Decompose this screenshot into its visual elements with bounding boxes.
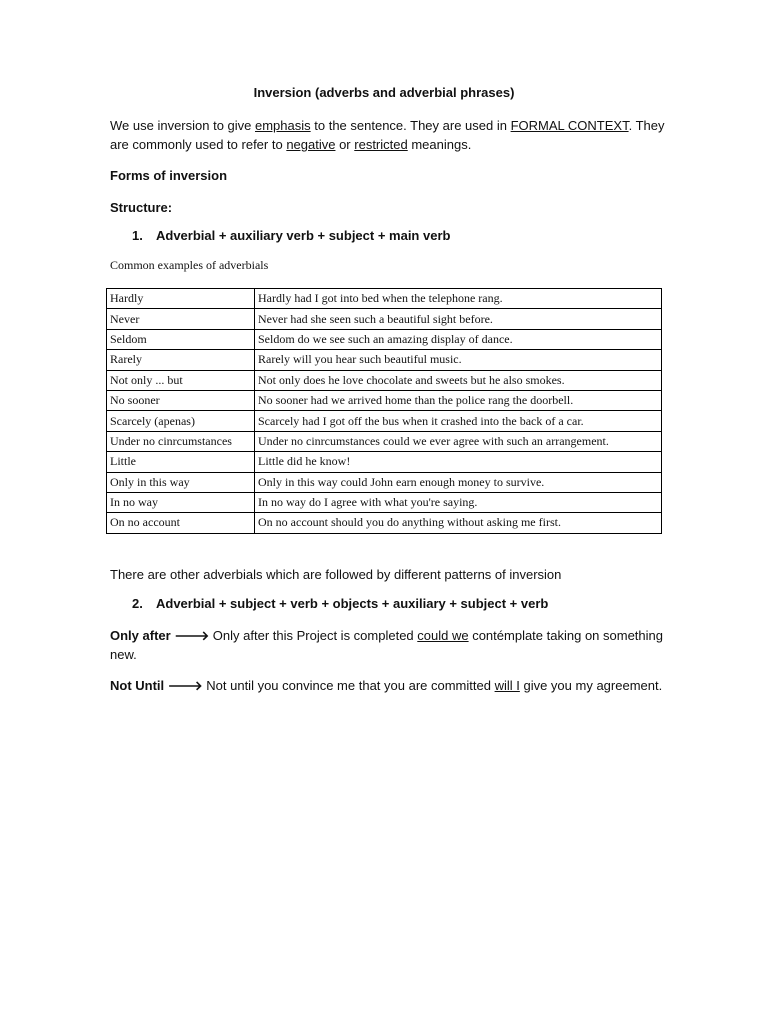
adverbial-cell: Under no cinrcumstances [107, 431, 255, 451]
intro-text-5: meanings. [407, 137, 472, 152]
intro-text-1: We use inversion to give [110, 118, 255, 133]
emphasis-term: emphasis [255, 118, 311, 133]
adverbial-cell: Only in this way [107, 472, 255, 492]
not-until-text-2: give you my agreement. [519, 678, 663, 693]
example-cell: In no way do I agree with what you're saying. [255, 492, 662, 512]
structure-1-text: Adverbial + auxiliary verb + subject + main verb [156, 228, 451, 243]
example-cell: On no account should you do anything without asking me first. [255, 513, 662, 533]
structure-2 [132, 596, 548, 611]
table-row [107, 289, 662, 309]
table-row [107, 309, 662, 329]
structure-heading: Structure: [110, 200, 173, 215]
table-row [107, 411, 662, 431]
example-cell: Seldom do we see such an amazing display of dance. [255, 329, 662, 349]
example-cell: No sooner had we arrived home than the police rang the doorbell. [255, 390, 662, 410]
not-until-underlined: will I [494, 678, 520, 693]
structure-1 [132, 228, 450, 243]
negative-term: negative [286, 137, 336, 152]
adverbial-cell: In no way [107, 492, 255, 512]
table-row [107, 370, 662, 390]
adverbial-cell: Rarely [107, 350, 255, 370]
adverbial-cell: Scarcely (apenas) [107, 411, 255, 431]
structure-1-number: 1. [132, 228, 143, 243]
only-after-text-1: Only after this Project is completed [209, 628, 418, 643]
table-caption: Common examples of adverbials [110, 258, 269, 272]
adverbial-cell: On no account [107, 513, 255, 533]
example-cell: Not only does he love chocolate and sweets but he also smokes. [255, 370, 662, 390]
table-row [107, 350, 662, 370]
adverbial-cell: Not only ... but [107, 370, 255, 390]
arrow-right-icon: 🡒 [167, 678, 203, 693]
example-cell: Little did he know! [255, 452, 662, 472]
example-cell: Never had she seen such a beautiful sight before. [255, 309, 662, 329]
structure-2-text: Adverbial + subject + verb + objects + auxiliary + subject + verb [156, 596, 549, 611]
example-cell: Under no cinrcumstances could we ever agree with such an arrangement. [255, 431, 662, 451]
adverbial-cell: Seldom [107, 329, 255, 349]
example-cell: Hardly had I got into bed when the telephone rang. [255, 289, 662, 309]
example-cell: Scarcely had I got off the bus when it crashed into the back of a car. [255, 411, 662, 431]
table-row [107, 513, 662, 533]
intro-paragraph [110, 116, 670, 154]
example-cell: Only in this way could John earn enough money to survive. [255, 472, 662, 492]
forms-heading: Forms of inversion [110, 168, 228, 183]
table-row [107, 452, 662, 472]
other-adverbials-text: There are other adverbials which are followed by different patterns of inversion [110, 567, 562, 582]
intro-text-3: . They are commonly used to refer to [110, 118, 665, 152]
restricted-term: restricted [354, 137, 408, 152]
only-after-example [110, 626, 670, 664]
not-until-example [110, 676, 670, 695]
not-until-label: Not Until [110, 678, 165, 693]
only-after-label: Only after [110, 628, 171, 643]
table-row [107, 492, 662, 512]
not-until-text-1: Not until you convince me that you are committed [202, 678, 495, 693]
arrow-right-icon: 🡒 [174, 628, 210, 643]
table-row [107, 329, 662, 349]
structure-2-number: 2. [132, 596, 143, 611]
only-after-underlined: could we [417, 628, 469, 643]
adverbials-table [106, 288, 662, 534]
intro-text-4: or [335, 137, 355, 152]
adverbial-cell: Little [107, 452, 255, 472]
adverbial-cell: Hardly [107, 289, 255, 309]
formal-context-term: FORMAL CONTEXT [510, 118, 629, 133]
adverbial-cell: Never [107, 309, 255, 329]
adverbial-cell: No sooner [107, 390, 255, 410]
example-cell: Rarely will you hear such beautiful music. [255, 350, 662, 370]
table-row [107, 431, 662, 451]
page-title: Inversion (adverbs and adverbial phrases) [253, 85, 515, 100]
intro-text-2: to the sentence. They are used in [310, 118, 511, 133]
table-row [107, 390, 662, 410]
table-row [107, 472, 662, 492]
only-after-text-2: contémplate taking on something new. [110, 628, 663, 662]
